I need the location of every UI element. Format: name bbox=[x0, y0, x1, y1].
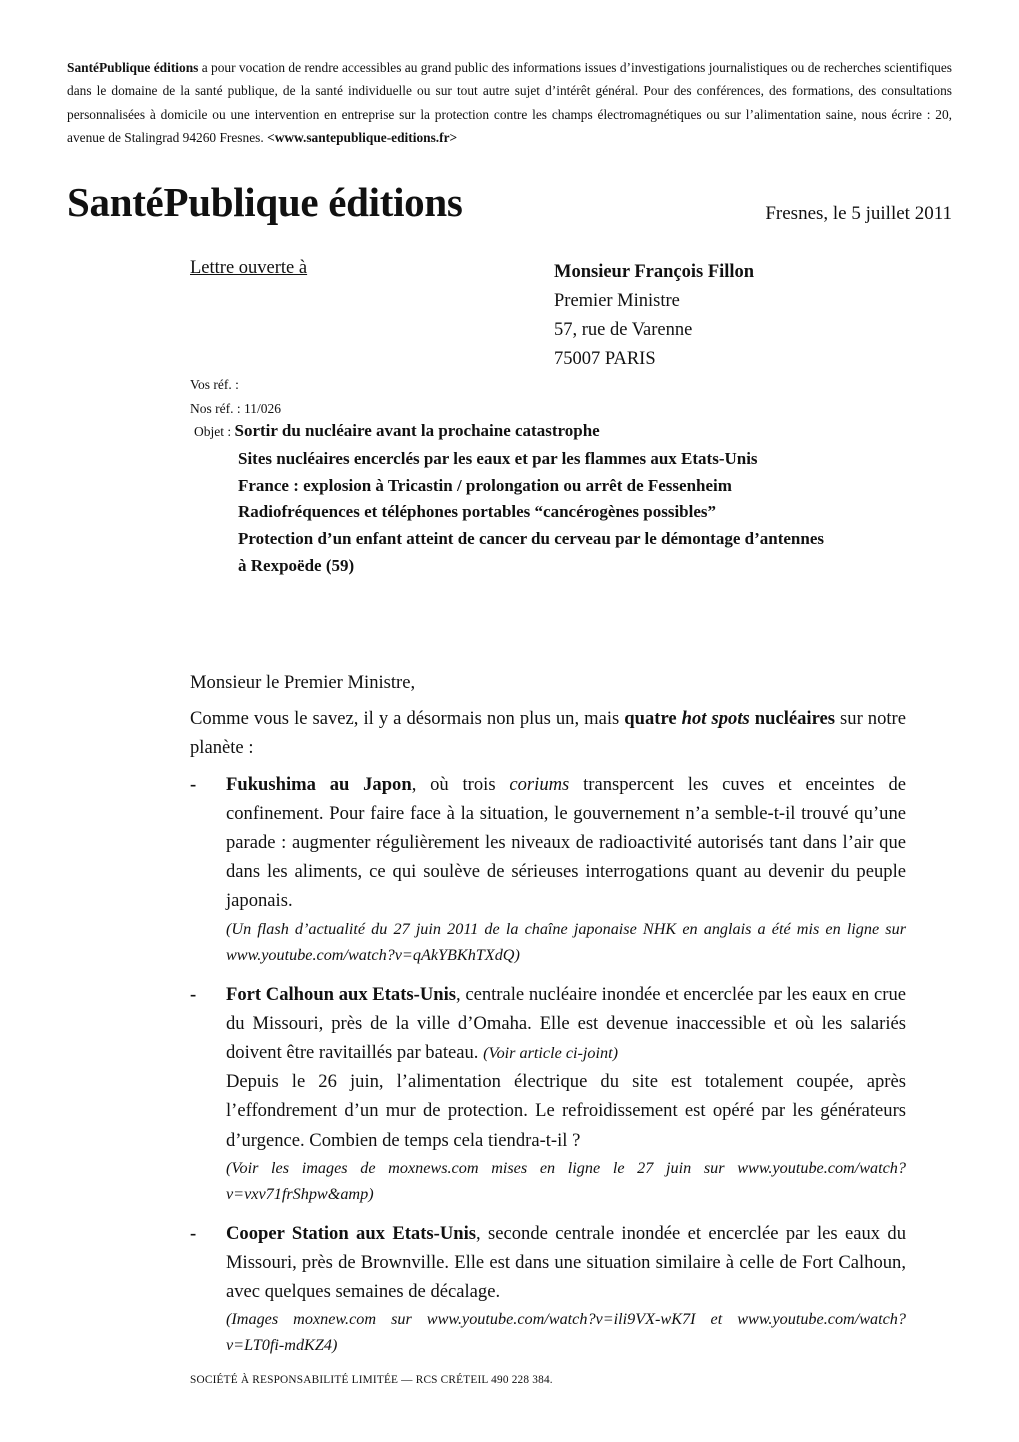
references bbox=[190, 373, 281, 421]
item-title: Fukushima au Japon bbox=[226, 773, 412, 795]
intro-brand: SantéPublique éditions bbox=[67, 60, 199, 75]
item-title: Fort Calhoun aux Etats-Unis bbox=[226, 983, 456, 1005]
subject-line: à Rexpoëde (59) bbox=[238, 555, 355, 575]
intro-paragraph: Comme vous le savez, il y a désormais non plus un, mais quatre hot spots nucléaires sur notre planète : bbox=[190, 708, 906, 759]
subject-line: Protection d’un enfant atteint de cancer du cerveau par le démontage d’antennes bbox=[238, 529, 824, 549]
bullet-dash: - bbox=[190, 773, 197, 795]
item-note: (Voir les images de moxnews.com mises en ligne le 27 juin sur www.youtube.com/watch?v=vxv71frShpw&amp) bbox=[226, 1158, 906, 1203]
item-note: (Images moxnew.com sur www.youtube.com/watch?v=ili9VX-wK7I et www.youtube.com/watch?v=LT0fi-mdKZ4) bbox=[226, 1310, 906, 1355]
masthead-title: SantéPublique éditions bbox=[67, 179, 463, 225]
intro-text: a pour vocation de rendre accessibles au grand public des informations issues d’investigations journalistiques ou de recherches scientifiques dans le domaine de la santé publique, de la santé individuelle ou sur tout autre sujet d’intérêt général. Pour des conférences, des formations, des consultations personnalisées à domicile ou une intervention en entreprise sur la protection contre les champs électromagnétiques ou sur l’alimentation saine, nous écrire : 20, avenue de Stalingrad 94260 Fresnes. bbox=[67, 60, 952, 145]
recipient-name: Monsieur François Fillon bbox=[554, 262, 755, 282]
bullet-dash: - bbox=[190, 983, 197, 1005]
subject-line: Radiofréquences et téléphones portables “cancérogènes possibles” bbox=[238, 502, 717, 522]
subject-line: Sortir du nucléaire avant la prochaine catastrophe bbox=[234, 421, 600, 440]
letter-date: Fresnes, le 5 juillet 2011 bbox=[765, 203, 952, 224]
recipient-street: 57, rue de Varenne bbox=[554, 320, 693, 340]
open-letter-label: Lettre ouverte à bbox=[190, 258, 308, 278]
subject-line: France : explosion à Tricastin / prolongation ou arrêt de Fessenheim bbox=[238, 475, 732, 495]
subject-block bbox=[194, 418, 824, 580]
salutation: Monsieur le Premier Ministre, bbox=[190, 672, 416, 693]
item-title: Cooper Station aux Etats-Unis bbox=[226, 1222, 477, 1244]
recipient-address bbox=[554, 258, 754, 374]
list-item: - Fukushima au Japon, où trois coriums transpercent les cuves et enceintes de confinement. Pour faire face à la situation, le gouvernement n’a semble-t-il trouvé qu’une parade : augmenter régulièrement les niveaux de radioactivité autorisés tant dans l’air que dans les aliments, ce qui soulève de sérieuses interrogations quant au devenir du peuple japonais. (Un flash d’actualité du 27 juin 2011 de la chaîne japonaise NHK en anglais a été mis en ligne sur www.youtube.com/watch?v=qAkYBKhTXdQ) bbox=[190, 770, 906, 968]
list-item: - Cooper Station aux Etats-Unis, seconde centrale inondée et encerclée par les eaux du Missouri, près de Brownville. Elle est dans une situation similaire à celle de Fort Calhoun, avec quelques semaines de décalage. (Images moxnew.com sur www.youtube.com/watch?v=ili9VX-wK7I et www.youtube.com/watch?v=LT0fi-mdKZ4) bbox=[190, 1219, 906, 1359]
list-item: - Fort Calhoun aux Etats-Unis, centrale nucléaire inondée et encerclée par les eaux en crue du Missouri, près de la ville d’Omaha. Elle est devenue inaccessible et où les salariés doivent être ravitaillés par bateau. (Voir article ci-joint) Depuis le 26 juin, l’alimentation électrique du site est totalement coupée, après l’effondrement d’un mur de protection. Le refroidissement est opéré par les générateurs d’urgence. Combien de temps cela tiendra-t-il ? (Voir les images de moxnews.com mises en ligne le 27 juin sur www.youtube.com/watch?v=vxv71frShpw&amp) bbox=[190, 980, 906, 1207]
letter-body bbox=[190, 668, 906, 1370]
publisher-intro bbox=[67, 56, 952, 149]
item-note: (Un flash d’actualité du 27 juin 2011 de la chaîne japonaise NHK en anglais a été mis en ligne sur www.youtube.com/watch?v=qAkYBKhTXdQ) bbox=[226, 919, 906, 964]
intro-website-link[interactable]: <www.santepublique-editions.fr> bbox=[267, 129, 458, 145]
company-footer: SOCIÉTÉ À RESPONSABILITÉ LIMITÉE — RCS CRÉTEIL 490 228 384. bbox=[190, 1374, 553, 1386]
recipient-city: 75007 PARIS bbox=[554, 349, 656, 369]
subject-label: Objet : bbox=[194, 424, 235, 439]
vos-ref: Vos réf. : bbox=[190, 377, 239, 392]
recipient-title: Premier Ministre bbox=[554, 291, 680, 311]
bullet-dash: - bbox=[190, 1222, 197, 1244]
subject-line: Sites nucléaires encerclés par les eaux et par les flammes aux Etats-Unis bbox=[238, 448, 758, 468]
item-text: Depuis le 26 juin, l’alimentation électrique du site est totalement coupée, après l’effondrement d’un mur de protection. Le refroidissement est opéré par les générateurs d’urgence. Combien de temps cela tiendra-t-il ? bbox=[226, 1071, 906, 1151]
nos-ref: Nos réf. : 11/026 bbox=[190, 401, 281, 416]
